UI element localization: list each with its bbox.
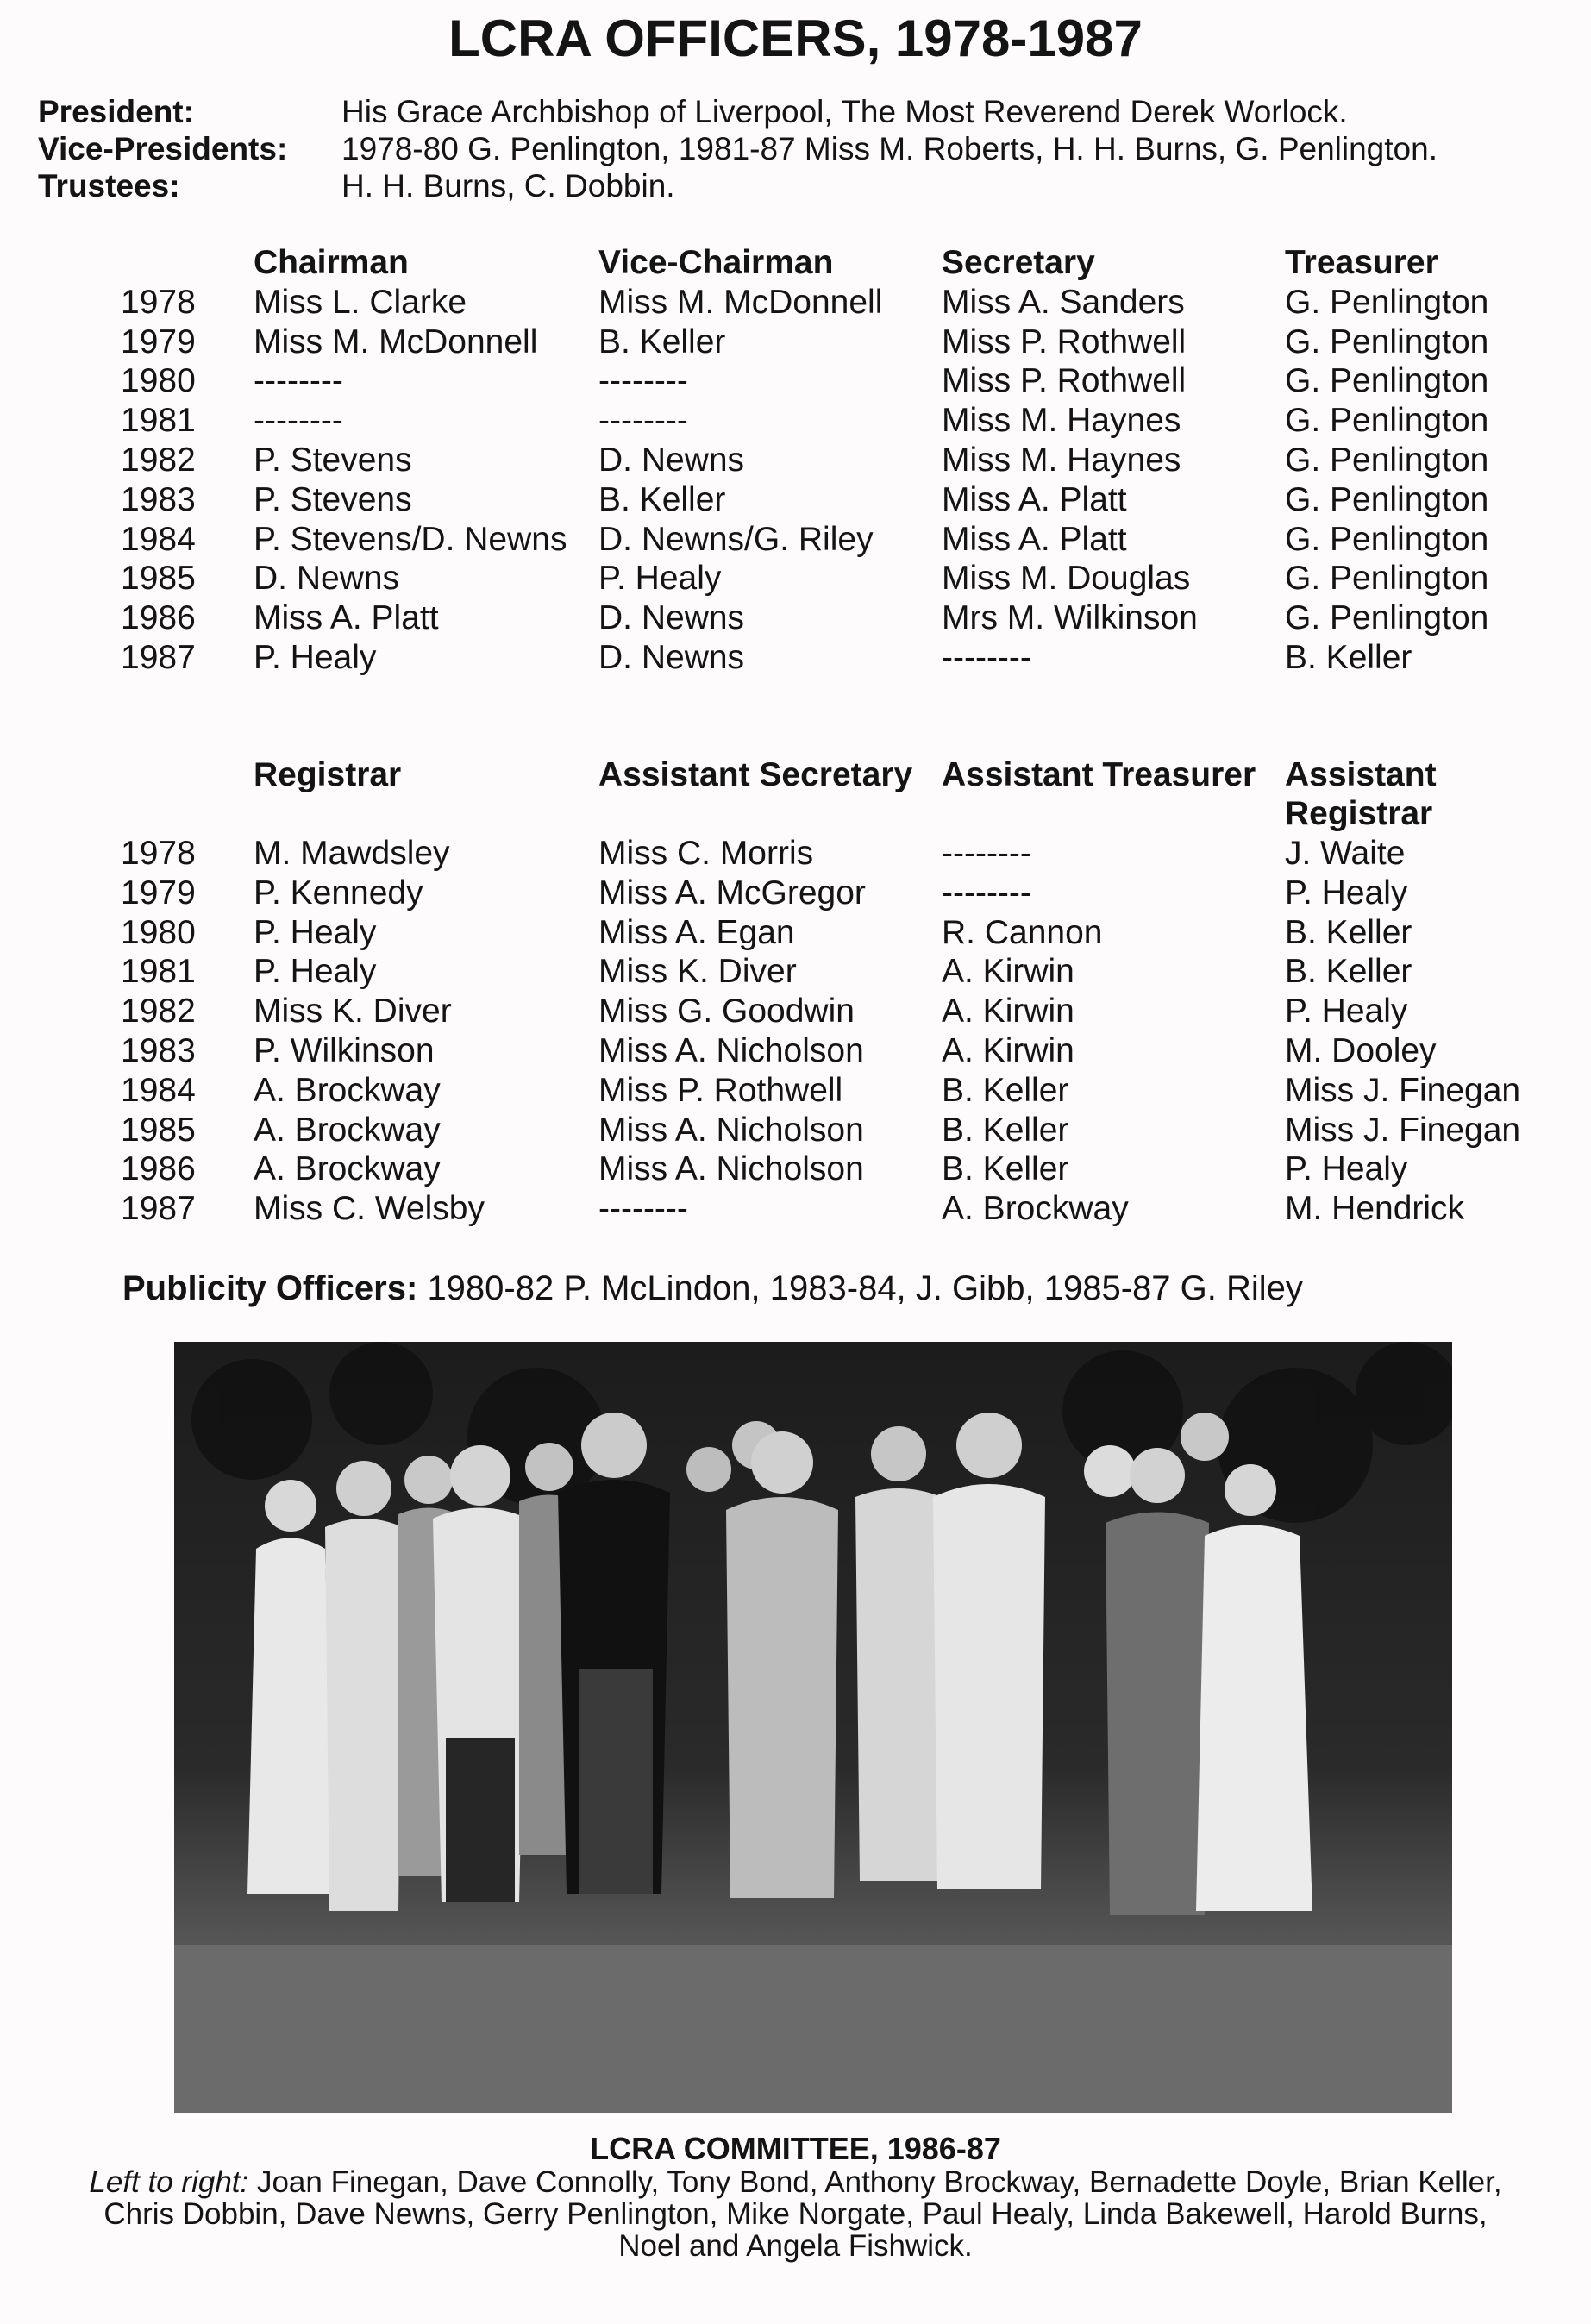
year-cell: 1984 bbox=[121, 1071, 196, 1109]
officers-table-assistants bbox=[121, 755, 1544, 1229]
table-row bbox=[121, 1031, 1544, 1071]
table-row bbox=[121, 480, 1544, 520]
name-cell: Miss K. Diver bbox=[598, 953, 797, 991]
name-cell: R. Cannon bbox=[942, 913, 1103, 951]
year-cell: 1982 bbox=[121, 993, 196, 1030]
name-cell: A. Brockway bbox=[254, 1150, 441, 1188]
committee-photo-image bbox=[174, 1342, 1452, 2113]
name-cell: A. Kirwin bbox=[942, 953, 1074, 991]
name-cell: M. Hendrick bbox=[1285, 1190, 1465, 1228]
table-row bbox=[121, 1189, 1544, 1229]
name-cell: Miss A. Platt bbox=[254, 599, 439, 637]
table-row bbox=[121, 952, 1544, 992]
table-row bbox=[121, 401, 1544, 441]
name-cell: A. Brockway bbox=[942, 1190, 1129, 1228]
name-cell: M. Mawdsley bbox=[254, 835, 450, 872]
table-header-cell bbox=[121, 755, 254, 834]
name-cell: Miss P. Rothwell bbox=[598, 1071, 843, 1109]
page-title: LCRA OFFICERS, 1978-1987 bbox=[448, 9, 1143, 67]
caption-names-line3: Noel and Angela Fishwick. bbox=[618, 2229, 973, 2263]
caption-names-line1: Joan Finegan, Dave Connolly, Tony Bond, Anthony Brockway, Bernadette Doyle, Brian Keller, bbox=[256, 2165, 1502, 2199]
year-cell: 1980 bbox=[121, 362, 196, 400]
trustees-label: Trustees: bbox=[38, 168, 180, 204]
name-cell: Miss M. McDonnell bbox=[598, 283, 883, 321]
publicity-label: Publicity Officers: bbox=[122, 1269, 418, 1307]
publicity-value: 1980-82 P. McLindon, 1983-84, J. Gibb, 1985-87 G. Riley bbox=[427, 1269, 1303, 1307]
name-cell: Miss K. Diver bbox=[254, 993, 452, 1030]
name-cell: P. Healy bbox=[254, 638, 377, 676]
name-cell: Miss A. McGregor bbox=[598, 874, 866, 911]
name-cell: B. Keller bbox=[598, 480, 726, 518]
name-cell: Miss P. Rothwell bbox=[942, 323, 1187, 360]
table-header-cell: Assistant Secretary bbox=[598, 756, 913, 793]
table-row bbox=[121, 638, 1544, 678]
year-cell: 1983 bbox=[121, 480, 196, 518]
table-row bbox=[121, 834, 1544, 874]
name-cell: Miss M. Haynes bbox=[942, 441, 1181, 479]
year-cell: 1985 bbox=[121, 1111, 196, 1149]
photo-caption bbox=[0, 2132, 1591, 2262]
name-cell: D. Newns bbox=[598, 441, 745, 479]
caption-names bbox=[0, 2166, 1591, 2262]
table-row bbox=[121, 361, 1544, 401]
name-cell: G. Penlington bbox=[1285, 560, 1489, 598]
president-label: President: bbox=[38, 94, 194, 129]
year-cell: 1980 bbox=[121, 913, 196, 951]
table-row bbox=[121, 441, 1544, 480]
table-header-cell: Registrar bbox=[254, 756, 402, 793]
name-cell: B. Keller bbox=[942, 1111, 1069, 1149]
name-cell: B. Keller bbox=[942, 1150, 1069, 1188]
name-cell: P. Healy bbox=[1285, 993, 1408, 1030]
table-row bbox=[121, 1149, 1544, 1189]
name-cell: A. Kirwin bbox=[942, 1031, 1074, 1069]
table-header-cell: Assistant Registrar bbox=[1285, 756, 1437, 832]
name-cell: G. Penlington bbox=[1285, 599, 1489, 637]
name-cell: D. Newns bbox=[254, 560, 400, 598]
name-cell: B. Keller bbox=[1285, 638, 1412, 676]
name-cell: G. Penlington bbox=[1285, 362, 1489, 400]
name-cell: -------- bbox=[598, 1190, 688, 1228]
table-row bbox=[121, 874, 1544, 913]
officers-list bbox=[38, 93, 1438, 204]
officers-table-main bbox=[121, 243, 1544, 678]
name-cell: Miss L. Clarke bbox=[254, 283, 467, 321]
year-cell: 1987 bbox=[121, 1190, 196, 1228]
table-row bbox=[121, 559, 1544, 598]
table-row bbox=[121, 520, 1544, 560]
name-cell: Mrs M. Wilkinson bbox=[942, 599, 1198, 637]
year-cell: 1978 bbox=[121, 283, 196, 321]
year-cell: 1982 bbox=[121, 441, 196, 479]
caption-names-line2: Chris Dobbin, Dave Newns, Gerry Penlington, Mike Norgate, Paul Healy, Linda Bakewell, Harold Burns, bbox=[103, 2197, 1488, 2231]
name-cell: P. Healy bbox=[254, 913, 377, 951]
name-cell: Miss M. Douglas bbox=[942, 560, 1191, 598]
name-cell: Miss M. McDonnell bbox=[254, 323, 538, 360]
name-cell: -------- bbox=[254, 362, 343, 400]
year-cell: 1979 bbox=[121, 874, 196, 911]
name-cell: Miss A. Egan bbox=[598, 913, 795, 951]
year-cell: 1981 bbox=[121, 953, 196, 991]
table-row bbox=[121, 598, 1544, 638]
name-cell: M. Dooley bbox=[1285, 1031, 1437, 1069]
name-cell: B. Keller bbox=[942, 1071, 1069, 1109]
name-cell: A. Brockway bbox=[254, 1111, 441, 1149]
name-cell: Miss A. Nicholson bbox=[598, 1150, 864, 1188]
name-cell: G. Penlington bbox=[1285, 323, 1489, 360]
name-cell: Miss A. Sanders bbox=[942, 283, 1185, 321]
name-cell: G. Penlington bbox=[1285, 283, 1489, 321]
president-value: His Grace Archbishop of Liverpool, The Most Reverend Derek Worlock. bbox=[341, 94, 1348, 129]
name-cell: P. Healy bbox=[1285, 874, 1408, 911]
name-cell: Miss J. Finegan bbox=[1285, 1071, 1521, 1109]
name-cell: Miss G. Goodwin bbox=[598, 993, 855, 1030]
year-cell: 1985 bbox=[121, 560, 196, 598]
name-cell: Miss A. Platt bbox=[942, 520, 1127, 558]
name-cell: D. Newns bbox=[598, 599, 745, 637]
caption-title: LCRA COMMITTEE, 1986-87 bbox=[590, 2131, 1001, 2166]
name-cell: A. Brockway bbox=[254, 1071, 441, 1109]
name-cell: P. Kennedy bbox=[254, 874, 423, 911]
name-cell: -------- bbox=[942, 835, 1031, 872]
name-cell: -------- bbox=[942, 638, 1031, 676]
name-cell: P. Wilkinson bbox=[254, 1031, 435, 1069]
table-header-cell: Secretary bbox=[942, 244, 1095, 281]
year-cell: 1984 bbox=[121, 520, 196, 558]
name-cell: B. Keller bbox=[598, 323, 726, 360]
name-cell: -------- bbox=[254, 402, 343, 440]
table-row bbox=[121, 913, 1544, 953]
year-cell: 1979 bbox=[121, 323, 196, 360]
table-header-cell: Assistant Treasurer bbox=[942, 756, 1256, 793]
year-cell: 1986 bbox=[121, 599, 196, 637]
caption-lead: Left to right: bbox=[89, 2165, 249, 2199]
name-cell: Miss C. Morris bbox=[598, 835, 814, 872]
name-cell: G. Penlington bbox=[1285, 480, 1489, 518]
name-cell: G. Penlington bbox=[1285, 402, 1489, 440]
name-cell: Miss C. Welsby bbox=[254, 1190, 485, 1228]
trustees-row bbox=[38, 167, 1438, 204]
table-row bbox=[121, 992, 1544, 1031]
table-header-cell: Chairman bbox=[254, 244, 409, 281]
vice-presidents-label: Vice-Presidents: bbox=[38, 131, 288, 166]
name-cell: Miss P. Rothwell bbox=[942, 362, 1187, 400]
table-row bbox=[121, 1071, 1544, 1111]
table-header-cell: Vice-Chairman bbox=[598, 244, 834, 281]
vice-presidents-row bbox=[38, 130, 1438, 167]
name-cell: Miss M. Haynes bbox=[942, 402, 1181, 440]
year-cell: 1981 bbox=[121, 402, 196, 440]
name-cell: P. Stevens bbox=[254, 441, 412, 479]
name-cell: -------- bbox=[942, 874, 1031, 911]
name-cell: G. Penlington bbox=[1285, 441, 1489, 479]
table-header-row bbox=[121, 755, 1544, 834]
name-cell: P. Stevens/D. Newns bbox=[254, 520, 567, 558]
table-header-row bbox=[121, 243, 1544, 283]
name-cell: Miss A. Platt bbox=[942, 480, 1127, 518]
table-header-cell bbox=[121, 243, 254, 283]
year-cell: 1983 bbox=[121, 1031, 196, 1069]
name-cell: P. Healy bbox=[598, 560, 722, 598]
publicity-officers bbox=[122, 1269, 1303, 1308]
name-cell: -------- bbox=[598, 362, 688, 400]
name-cell: P. Healy bbox=[254, 953, 377, 991]
name-cell: Miss J. Finegan bbox=[1285, 1111, 1521, 1149]
name-cell: B. Keller bbox=[1285, 953, 1412, 991]
name-cell: D. Newns/G. Riley bbox=[598, 520, 874, 558]
name-cell: B. Keller bbox=[1285, 913, 1412, 951]
name-cell: G. Penlington bbox=[1285, 520, 1489, 558]
name-cell: P. Healy bbox=[1285, 1150, 1408, 1188]
table-header-cell: Treasurer bbox=[1285, 244, 1438, 281]
name-cell: -------- bbox=[598, 402, 688, 440]
president-row bbox=[38, 93, 1438, 130]
name-cell: D. Newns bbox=[598, 638, 745, 676]
year-cell: 1978 bbox=[121, 835, 196, 872]
table-row bbox=[121, 323, 1544, 362]
name-cell: A. Kirwin bbox=[942, 993, 1074, 1030]
name-cell: J. Waite bbox=[1285, 835, 1406, 872]
name-cell: Miss A. Nicholson bbox=[598, 1111, 864, 1149]
name-cell: Miss A. Nicholson bbox=[598, 1031, 864, 1069]
table-row bbox=[121, 1111, 1544, 1150]
vice-presidents-value: 1978-80 G. Penlington, 1981-87 Miss M. Roberts, H. H. Burns, G. Penlington. bbox=[341, 131, 1438, 166]
year-cell: 1986 bbox=[121, 1150, 196, 1188]
name-cell: P. Stevens bbox=[254, 480, 412, 518]
committee-photo bbox=[174, 1342, 1452, 2113]
table-row bbox=[121, 283, 1544, 323]
trustees-value: H. H. Burns, C. Dobbin. bbox=[341, 168, 675, 204]
year-cell: 1987 bbox=[121, 638, 196, 676]
